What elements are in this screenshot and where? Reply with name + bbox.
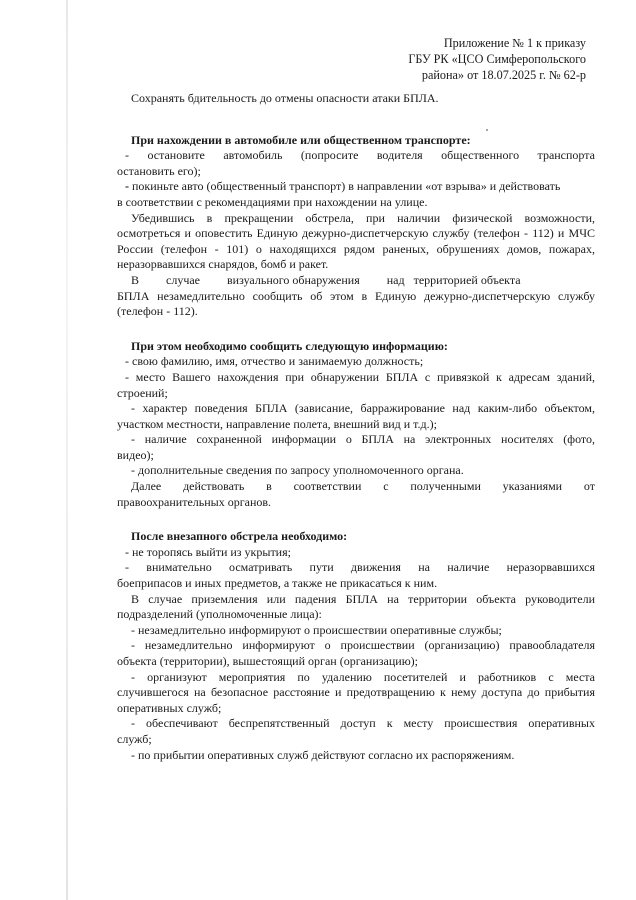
list-item-continuation: строений; xyxy=(117,385,168,400)
paragraph-line: неразорвавшихся снарядов, бомб и ракет. xyxy=(117,257,329,272)
list-item-continuation: боеприпасов и иных предметов, а также не прикасаться к ним. xyxy=(117,576,438,591)
list-item: - по прибытии оперативных служб действуют согласно их распоряжениям. xyxy=(131,747,515,762)
list-item: - свою фамилию, имя, отчество и занимаемую должность; xyxy=(125,354,424,369)
paragraph-line: Далее действовать в соответствии с полученными указаниями от xyxy=(131,479,595,494)
list-item: - остановите автомобиль (попросите водителя общественного транспорта xyxy=(125,148,595,163)
paragraph-line: правоохранительных органов. xyxy=(117,494,272,509)
paragraph-line: Убедившись в прекращении обстрела, при наличии физической возможности, xyxy=(131,210,595,225)
list-item-text: покиньте авто (общественный транспорт) в направлении «от взрыва» и действовать xyxy=(129,179,561,194)
list-item-continuation: в соответствии с рекомендациями при нахождении на улице. xyxy=(117,194,428,209)
section-heading: При нахождении в автомобиле или общественном транспорте: xyxy=(131,132,471,147)
list-item: - характер поведения БПЛА (зависание, барражирование над каким-либо объектом, xyxy=(131,401,595,416)
list-item: - незамедлительно информируют о происшествии оперативные службы; xyxy=(131,622,502,637)
paragraph-line: подразделений (уполномоченные лица): xyxy=(117,607,322,622)
paragraph-line: осмотреться и оповестить Единую дежурно-диспетчерскую службу (телефон - 112) и МЧС xyxy=(117,226,595,241)
paragraph-line: В случае визуального обнаружения над территорией объекта xyxy=(131,272,521,287)
list-item: - обеспечивают беспрепятственный доступ к месту происшествия оперативных xyxy=(131,716,595,731)
list-item: - внимательно осматривать пути движения на наличие неразорвавшихся xyxy=(125,560,595,575)
list-item-continuation: остановить его); xyxy=(117,163,201,178)
appendix-header xyxy=(366,35,586,83)
header-line: Приложение № 1 к приказу xyxy=(443,36,586,50)
list-dash: - xyxy=(125,179,129,194)
list-item-continuation: служб; xyxy=(117,731,152,746)
document-body xyxy=(117,91,595,763)
list-item: - организуют мероприятия по удалению посетителей и работников с места xyxy=(131,669,595,684)
header-line: района» от 18.07.2025 г. № 62-р xyxy=(421,68,586,82)
list-item-continuation: участком местности, направление полета, внешний вид и т.д.); xyxy=(117,416,437,431)
list-item-continuation: случившегося на безопасное расстояние и предотвращению к нему доступа до прибытия xyxy=(117,685,595,700)
intro-text: Сохранять бдительность до отмены опасности атаки БПЛА. xyxy=(131,91,439,105)
list-item: - наличие сохраненной информации о БПЛА на электронных носителях (фото, xyxy=(131,432,595,447)
paragraph-line: России (телефон - 101) о находящихся рядом раненых, обрушениях домов, пожарах, xyxy=(117,241,595,256)
header-line: ГБУ РК «ЦСО Симферопольского xyxy=(408,52,586,66)
list-item-continuation: объекта (территории), вышестоящий орган (организацию); xyxy=(117,654,418,668)
section-heading: При этом необходимо сообщить следующую информацию: xyxy=(131,338,448,353)
list-item: - место Вашего нахождения при обнаружении БПЛА с привязкой к адресам зданий, xyxy=(125,369,595,384)
list-item: - не торопясь выйти из укрытия; xyxy=(125,544,291,559)
list-item: - незамедлительно информируют о происшествии (организацию) правообладателя xyxy=(131,638,595,653)
list-item: - дополнительные сведения по запросу уполномоченного органа. xyxy=(131,463,464,478)
list-item xyxy=(117,179,595,195)
list-item-continuation: оперативных служб; xyxy=(117,700,222,715)
paragraph-line: В случае приземления или падения БПЛА на территории объекта руководители xyxy=(131,591,595,606)
paragraph-line: (телефон - 112). xyxy=(117,304,198,319)
paragraph-line: БПЛА незамедлительно сообщить об этом в Единую дежурно-диспетчерскую службу xyxy=(117,288,595,303)
scan-edge xyxy=(66,0,68,900)
section-heading: После внезапного обстрела необходимо: xyxy=(131,529,348,544)
list-item-continuation: видео); xyxy=(117,447,154,462)
